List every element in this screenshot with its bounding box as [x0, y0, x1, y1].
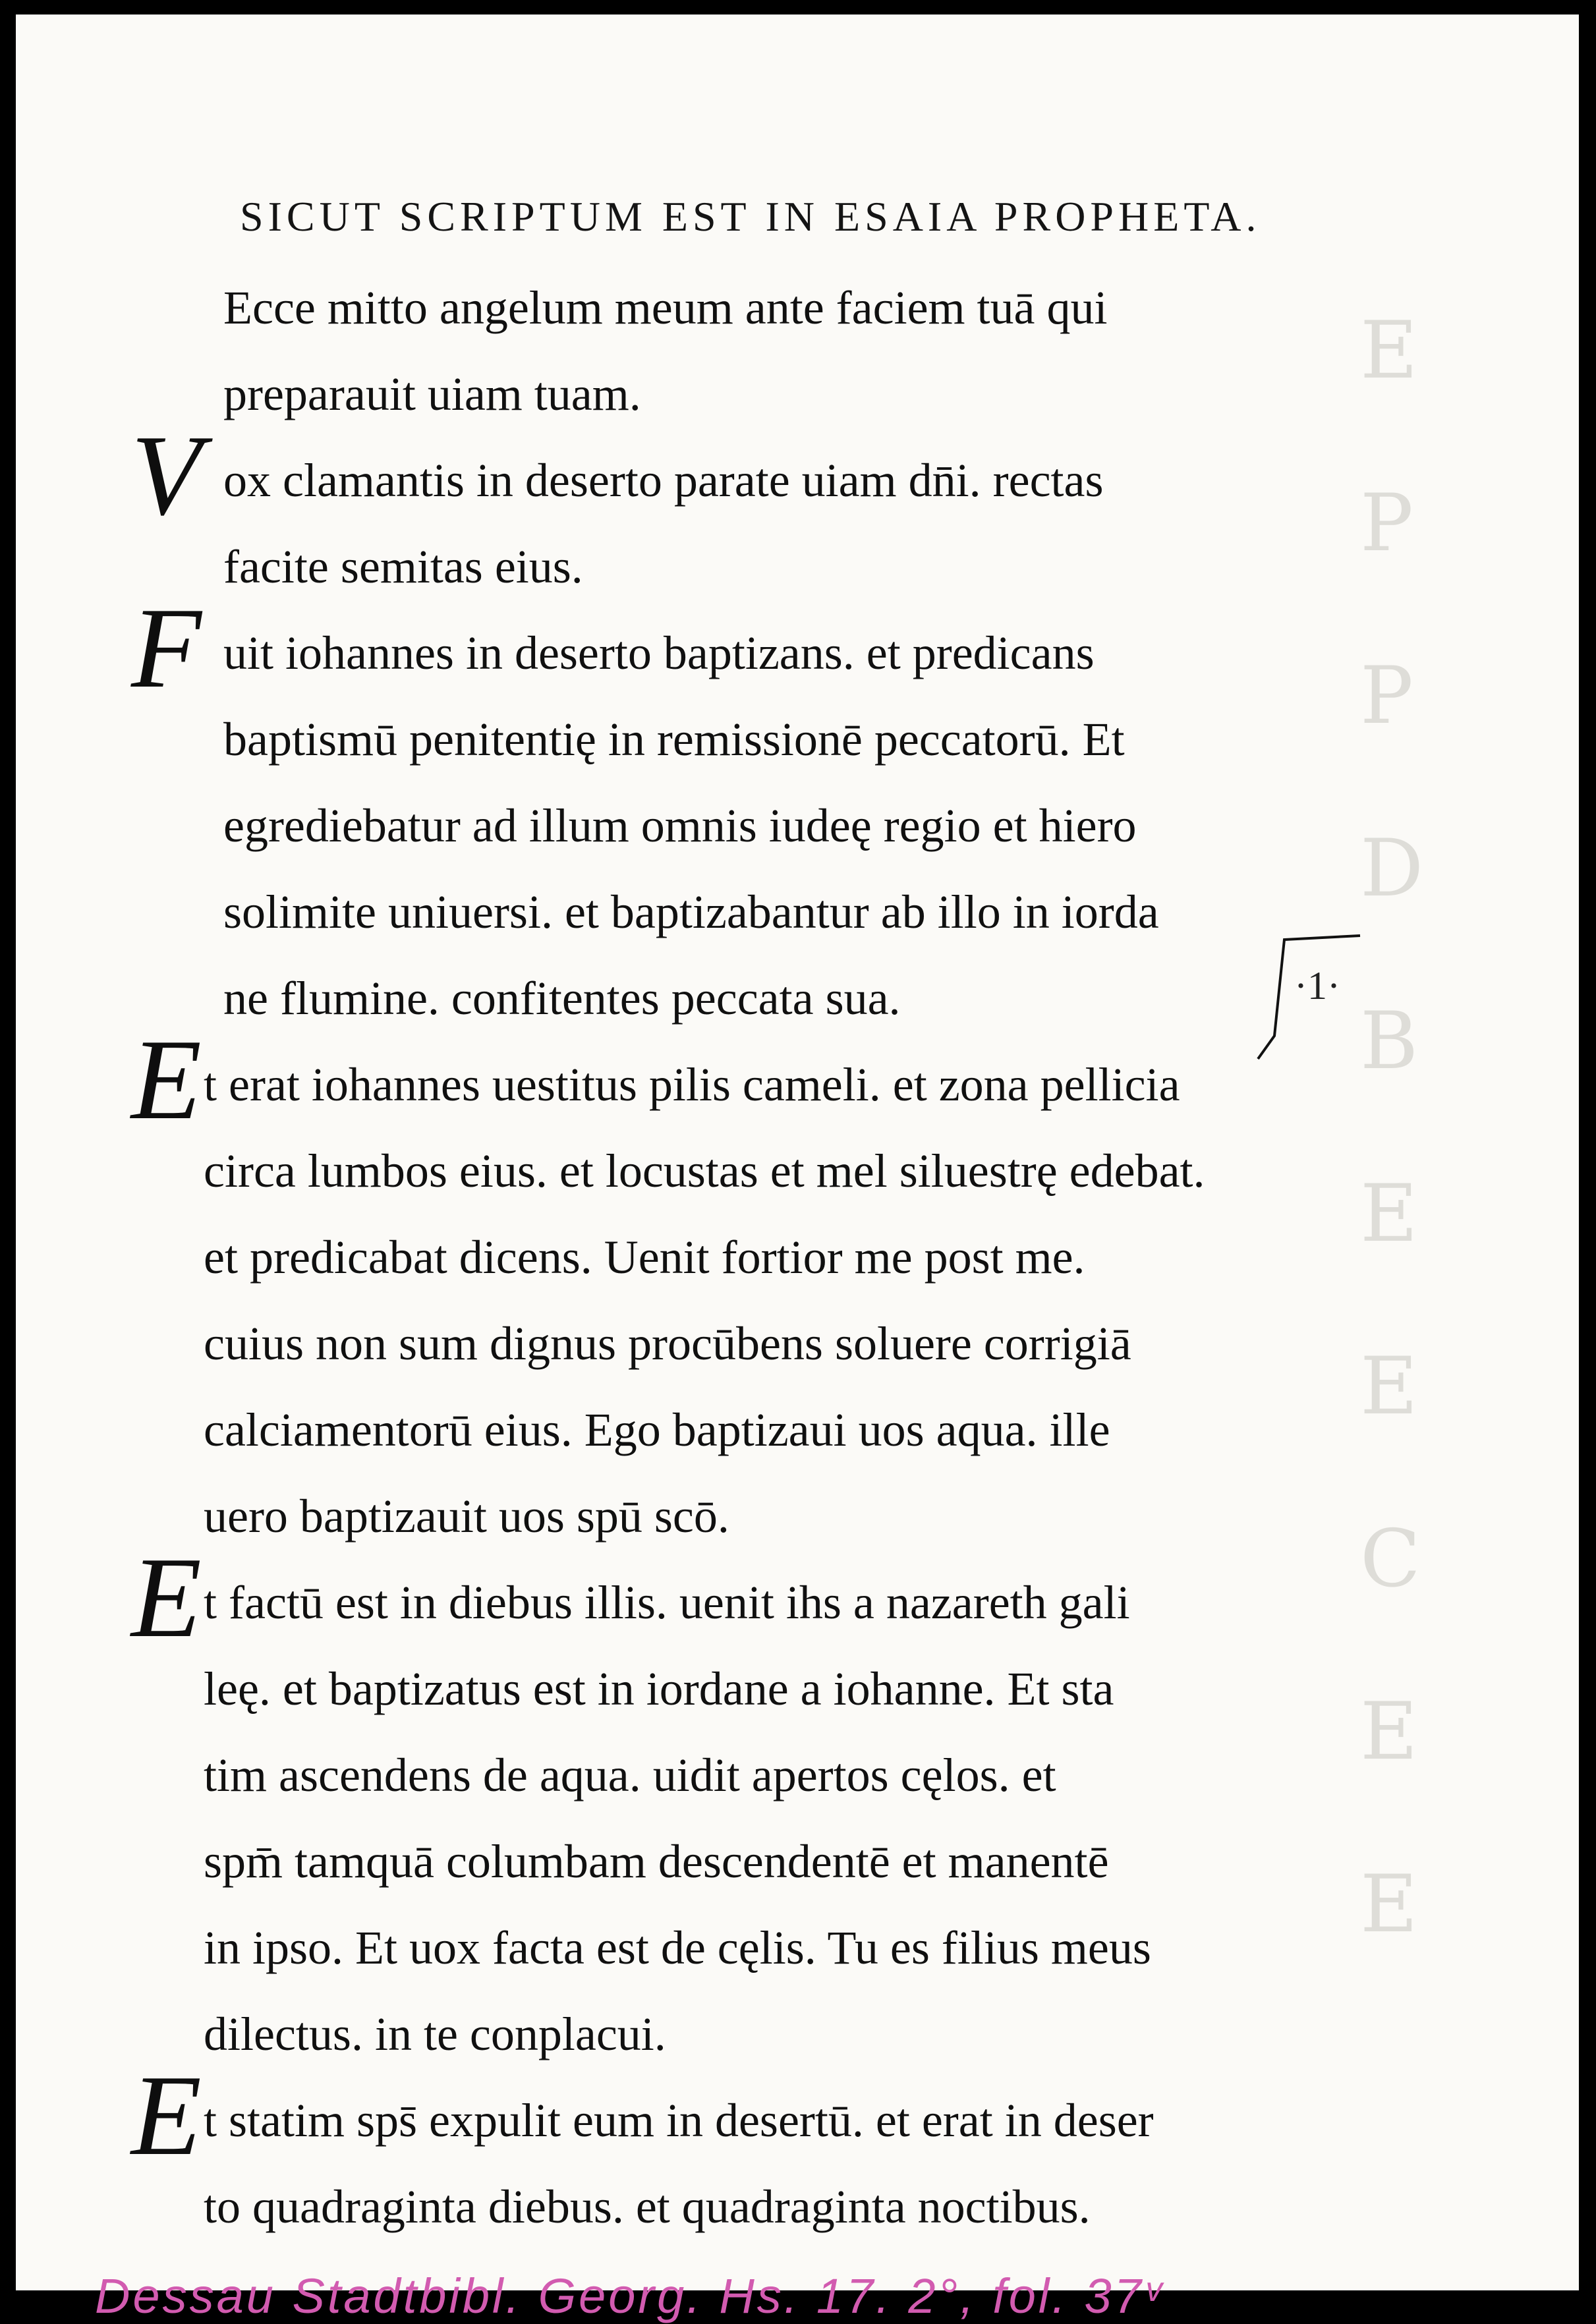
text-line: [131, 2164, 1416, 2250]
line-text: egrediebatur ad illum omnis iudeę regio et hiero: [223, 799, 1137, 852]
text-line: [131, 584, 1416, 712]
section-number: ·1·: [1294, 964, 1340, 1007]
line-text: in ipso. Et uox facta est de cęlis. Tu es filius meus: [204, 1921, 1151, 1974]
line-text: ox clamantis in deserto parate uiam dn̄i. rectas: [223, 454, 1104, 507]
text-line: [131, 1473, 1416, 1560]
line-text: solimite uniuersi. et baptizabantur ab illo in iorda: [223, 886, 1159, 938]
text-line: [131, 783, 1416, 869]
line-text: et predicabat dicens. Uenit fortior me post me.: [204, 1231, 1085, 1284]
initial-letter: E: [131, 1533, 202, 1661]
line-text: leę. et baptizatus est in iordane a iohanne. Et sta: [204, 1662, 1114, 1715]
text-line: [131, 1301, 1416, 1387]
line-text: to quadraginta diebus. et quadraginta noctibus.: [204, 2180, 1091, 2233]
initial-letter: E: [131, 2051, 202, 2179]
text-line: [131, 524, 1416, 610]
text-line: [131, 1015, 1416, 1143]
text-line: [131, 1819, 1416, 1905]
text-line: [131, 1533, 1416, 1661]
line-text: t erat iohannes uestitus pilis cameli. et zona pellicia: [204, 1058, 1180, 1111]
text-line: [131, 869, 1416, 955]
line-text: facite semitas eius.: [223, 540, 583, 593]
text-line: [131, 955, 1416, 1042]
text-line: [131, 1646, 1416, 1732]
line-text: t statim sps̄ expulit eum in desertū. et erat in deser: [204, 2094, 1154, 2147]
initial-letter: E: [131, 1015, 202, 1143]
text-line: [131, 1128, 1416, 1214]
text-block: [131, 265, 1416, 2250]
line-text: uero baptizauit uos spū scō.: [204, 1490, 729, 1543]
line-text: tim ascendens de aqua. uidit apertos cęlos. et: [204, 1749, 1056, 1801]
initial-letter: F: [131, 584, 202, 712]
line-text: uit iohannes in deserto baptizans. et predicans: [223, 627, 1095, 679]
line-text: Ecce mitto angelum meum ante faciem tuā qui: [223, 281, 1108, 334]
text-line: [131, 1991, 1416, 2078]
line-text: dilectus. in te conplacui.: [204, 2008, 666, 2060]
bleed-through: E P P D B E E C E E: [1360, 305, 1424, 1950]
line-text: baptismū penitentię in remissionē peccatorū. Et: [223, 713, 1125, 766]
line-text: spm̄ tamquā columbam descendentē et manentē: [204, 1835, 1109, 1888]
line-text: t factū est in diebus illis. uenit ihs a nazareth gali: [204, 1576, 1130, 1629]
line-text: cuius non sum dignus procūbens soluere corrigiā: [204, 1317, 1131, 1370]
text-line: [131, 1732, 1416, 1819]
text-line: [131, 1214, 1416, 1301]
line-text: ne flumine. confitentes peccata sua.: [223, 972, 901, 1025]
text-line: [131, 2051, 1416, 2179]
text-line: [131, 1905, 1416, 1991]
initial-letter: V: [131, 411, 202, 539]
line-text: calciamentorū eius. Ego baptizaui uos aqua. ille: [204, 1403, 1110, 1456]
rubric-heading: SICUT SCRIPTUM EST IN ESAIA PROPHETA.: [240, 193, 1261, 240]
text-line: [131, 351, 1416, 438]
manuscript-page: [16, 14, 1579, 2323]
text-line: [131, 696, 1416, 783]
line-text: preparauit uiam tuam.: [223, 368, 641, 420]
line-text: circa lumbos eius. et locustas et mel siluestrę edebat.: [204, 1145, 1205, 1197]
text-line: [131, 411, 1416, 539]
text-line: [131, 265, 1416, 351]
shelfmark-annotation: Dessau Stadtbibl. Georg. Hs. 17. 2°, fol. 37ᵛ: [95, 2269, 1164, 2323]
text-line: [131, 1387, 1416, 1473]
